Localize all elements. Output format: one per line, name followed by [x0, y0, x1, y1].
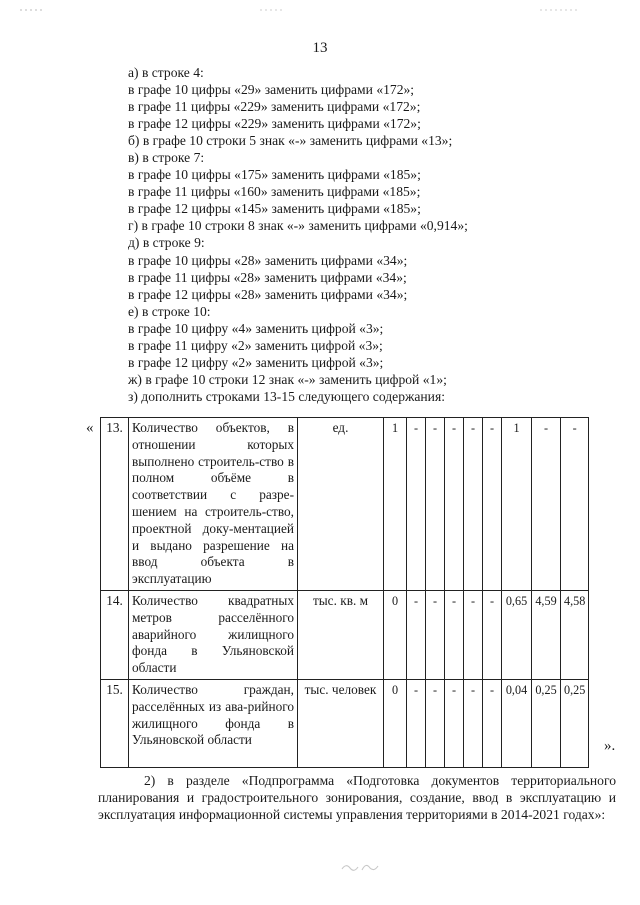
value-cell: 0,65	[502, 590, 532, 679]
indicator-name: Количество квадратных метров расселённого аварийного жилищного фонда в Ульяновской области	[129, 590, 298, 679]
amendment-line: в графе 12 цифру «2» заменить цифрой «3»;	[128, 354, 384, 370]
row-number: 15.	[101, 679, 129, 767]
value-cell: -	[426, 418, 445, 591]
amendment-line: в графе 10 цифру «4» заменить цифрой «3»;	[128, 320, 384, 336]
value-cell: -	[407, 418, 426, 591]
unit-cell: тыс. кв. м	[298, 590, 384, 679]
value-cell: 1	[502, 418, 532, 591]
value-cell: -	[464, 418, 483, 591]
amendment-line: в графе 11 цифру «2» заменить цифрой «3»;	[128, 337, 383, 353]
value-cell: 0	[384, 590, 407, 679]
amendment-line: в) в строке 7:	[128, 150, 205, 166]
amendment-line: в графе 11 цифры «229» заменить цифрами «172»;	[128, 99, 421, 115]
amendment-line: в графе 10 цифры «28» заменить цифрами «34»;	[128, 252, 408, 268]
value-cell: 0,25	[561, 679, 589, 767]
indicator-name: Количество граждан, расселённых из ава-рийного жилищного фонда в Ульяновской области	[129, 679, 298, 767]
value-cell: -	[426, 679, 445, 767]
row-number: 13.	[101, 418, 129, 591]
value-cell: -	[464, 679, 483, 767]
amendment-line: а) в строке 4:	[128, 65, 204, 80]
amendment-line: б) в графе 10 строки 5 знак «-» заменить цифрами «13»;	[128, 133, 453, 149]
table-row	[101, 679, 589, 767]
amendment-line: е) в строке 10:	[128, 303, 211, 319]
value-cell: -	[445, 679, 464, 767]
amendment-line: в графе 12 цифры «28» заменить цифрами «34»;	[128, 286, 408, 302]
indicators-table	[100, 417, 589, 768]
amendment-line: в графе 11 цифры «28» заменить цифрами «34»;	[128, 269, 407, 285]
scan-artifact-marks	[20, 8, 620, 12]
amendment-line: в графе 10 цифры «29» заменить цифрами «172»;	[128, 82, 415, 98]
value-cell: -	[464, 590, 483, 679]
value-cell: -	[483, 679, 502, 767]
value-cell: -	[483, 418, 502, 591]
value-cell: 4,59	[532, 590, 561, 679]
value-cell: -	[407, 590, 426, 679]
amendment-line: з) дополнить строками 13-15 следующего содержания:	[128, 388, 445, 404]
unit-cell: ед.	[298, 418, 384, 591]
amendment-line: в графе 11 цифры «160» заменить цифрами «185»;	[128, 184, 421, 200]
value-cell: 4,58	[561, 590, 589, 679]
amendment-line: ж) в графе 10 строки 12 знак «-» заменить цифрой «1»;	[128, 371, 447, 387]
value-cell: -	[561, 418, 589, 591]
value-cell: 1	[384, 418, 407, 591]
unit-cell: тыс. человек	[298, 679, 384, 767]
closing-quote: ».	[604, 738, 616, 754]
value-cell: 0,25	[532, 679, 561, 767]
value-cell: 0,04	[502, 679, 532, 767]
value-cell: -	[532, 418, 561, 591]
value-cell: -	[426, 590, 445, 679]
amendment-list	[128, 64, 598, 405]
section-paragraph: 2) в разделе «Подпрограмма «Подготовка документов территориального планирования и градостроительного зонирования, создание, ввод в эксплуатацию и эксплуатация информационной системы управления территориями в 2014-2021 годах»:	[98, 773, 616, 822]
value-cell: -	[445, 418, 464, 591]
value-cell: -	[445, 590, 464, 679]
amendment-line: г) в графе 10 строки 8 знак «-» заменить цифрами «0,914»;	[128, 218, 468, 234]
opening-quote: «	[86, 420, 94, 436]
value-cell: -	[483, 590, 502, 679]
amendment-line: в графе 12 цифры «229» заменить цифрами «172»;	[128, 116, 421, 132]
amendment-line: д) в строке 9:	[128, 235, 205, 251]
amendment-line: в графе 12 цифры «145» заменить цифрами «185»;	[128, 201, 421, 217]
value-cell: 0	[384, 679, 407, 767]
amendment-line: в графе 10 цифры «175» заменить цифрами «185»;	[128, 167, 421, 183]
table-row	[101, 590, 589, 679]
indicator-name: Количество объектов, в отношении которых выполнено строитель-ство в полном объёме в соответствии с разре-шением на строитель-ство, проектной доку-ментацией и выдано разрешение на ввод объекта в эксплуатацию	[129, 418, 298, 591]
value-cell: -	[407, 679, 426, 767]
table-row	[101, 418, 589, 591]
row-number: 14.	[101, 590, 129, 679]
ink-mark	[340, 860, 380, 874]
page-number: 13	[312, 40, 328, 56]
